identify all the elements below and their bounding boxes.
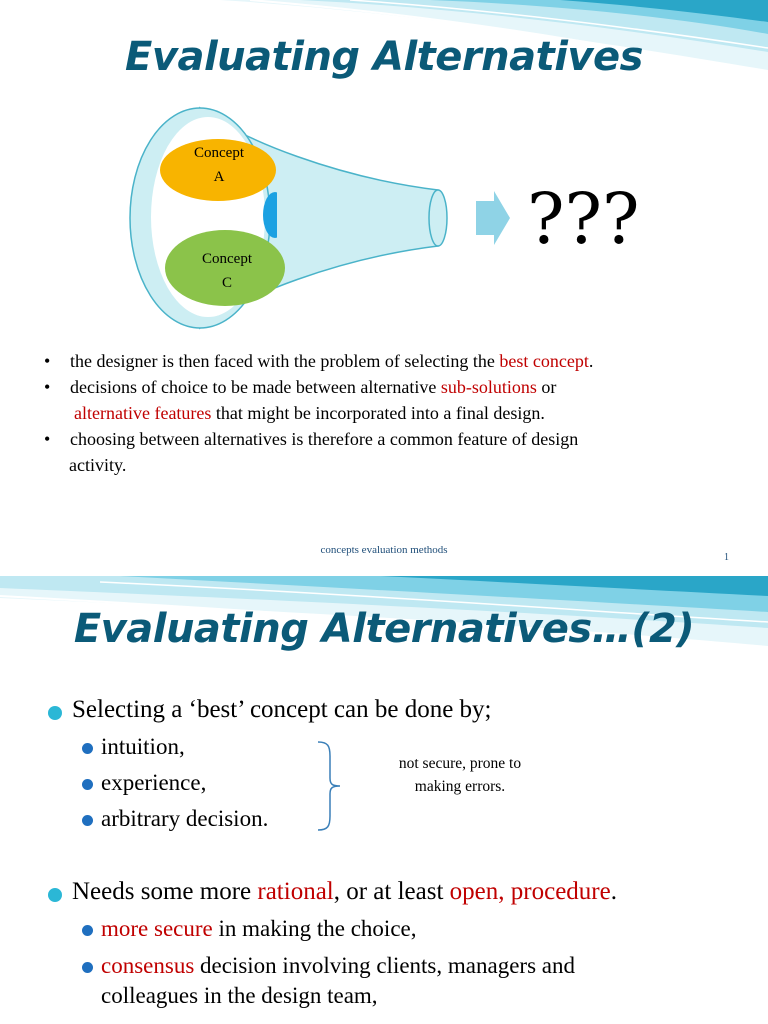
concept-a-label: Concept A bbox=[194, 145, 244, 185]
sub-bullet-consensus: consensus decision involving clients, managers and bbox=[82, 953, 575, 979]
sub-bullet-arbitrary: arbitrary decision. bbox=[82, 806, 268, 832]
sub-bullet-experience: experience, bbox=[82, 770, 206, 796]
bullet-dot-icon bbox=[48, 706, 62, 720]
bullet-needs-rational: Needs some more rational, or at least open, procedure. bbox=[48, 878, 617, 906]
slide-footer: concepts evaluation methods bbox=[320, 544, 448, 556]
arrow-right-icon bbox=[476, 191, 510, 245]
bullet-dot-icon bbox=[82, 962, 93, 973]
bullet-2: • decisions of choice to be made between alternative sub-solutions or bbox=[44, 377, 557, 397]
bullet-dot-icon bbox=[48, 888, 62, 902]
bullet-3: • choosing between alternatives is therefore a common feature of design bbox=[44, 429, 579, 449]
bullet-dot-icon bbox=[82, 925, 93, 936]
note-not-secure: not secure, prone to making errors. bbox=[398, 755, 522, 795]
bullet-2-continuation: alternative features that might be incorporated into a final design. bbox=[74, 403, 545, 423]
brace-icon bbox=[314, 740, 344, 832]
sub-bullet-more-secure: more secure in making the choice, bbox=[82, 916, 417, 942]
bullet-dot-icon bbox=[82, 779, 93, 790]
bullet-dot-icon bbox=[82, 815, 93, 826]
sub-bullet-consensus-continuation: colleagues in the design team, bbox=[101, 983, 378, 1008]
page-number: 1 bbox=[724, 552, 729, 563]
funnel-spout bbox=[429, 190, 447, 246]
slide-2 bbox=[0, 576, 768, 1024]
bullet-selecting: Selecting a ‘best’ concept can be done by; bbox=[48, 696, 492, 724]
bullet-1: • the designer is then faced with the problem of selecting the best concept. bbox=[44, 351, 594, 371]
slide1-bullet-list bbox=[44, 348, 744, 478]
slide-title: Evaluating Alternatives…(2) bbox=[73, 606, 695, 652]
concept-funnel-diagram bbox=[120, 100, 520, 340]
bullet-dot-icon bbox=[82, 743, 93, 754]
unknown-result: ??? bbox=[527, 178, 640, 260]
sub-bullet-intuition: intuition, bbox=[82, 734, 185, 760]
bullet-3-continuation: activity. bbox=[69, 455, 127, 475]
slide-title: Evaluating Alternatives bbox=[125, 34, 643, 80]
concept-c-label: Concept C bbox=[202, 251, 252, 291]
